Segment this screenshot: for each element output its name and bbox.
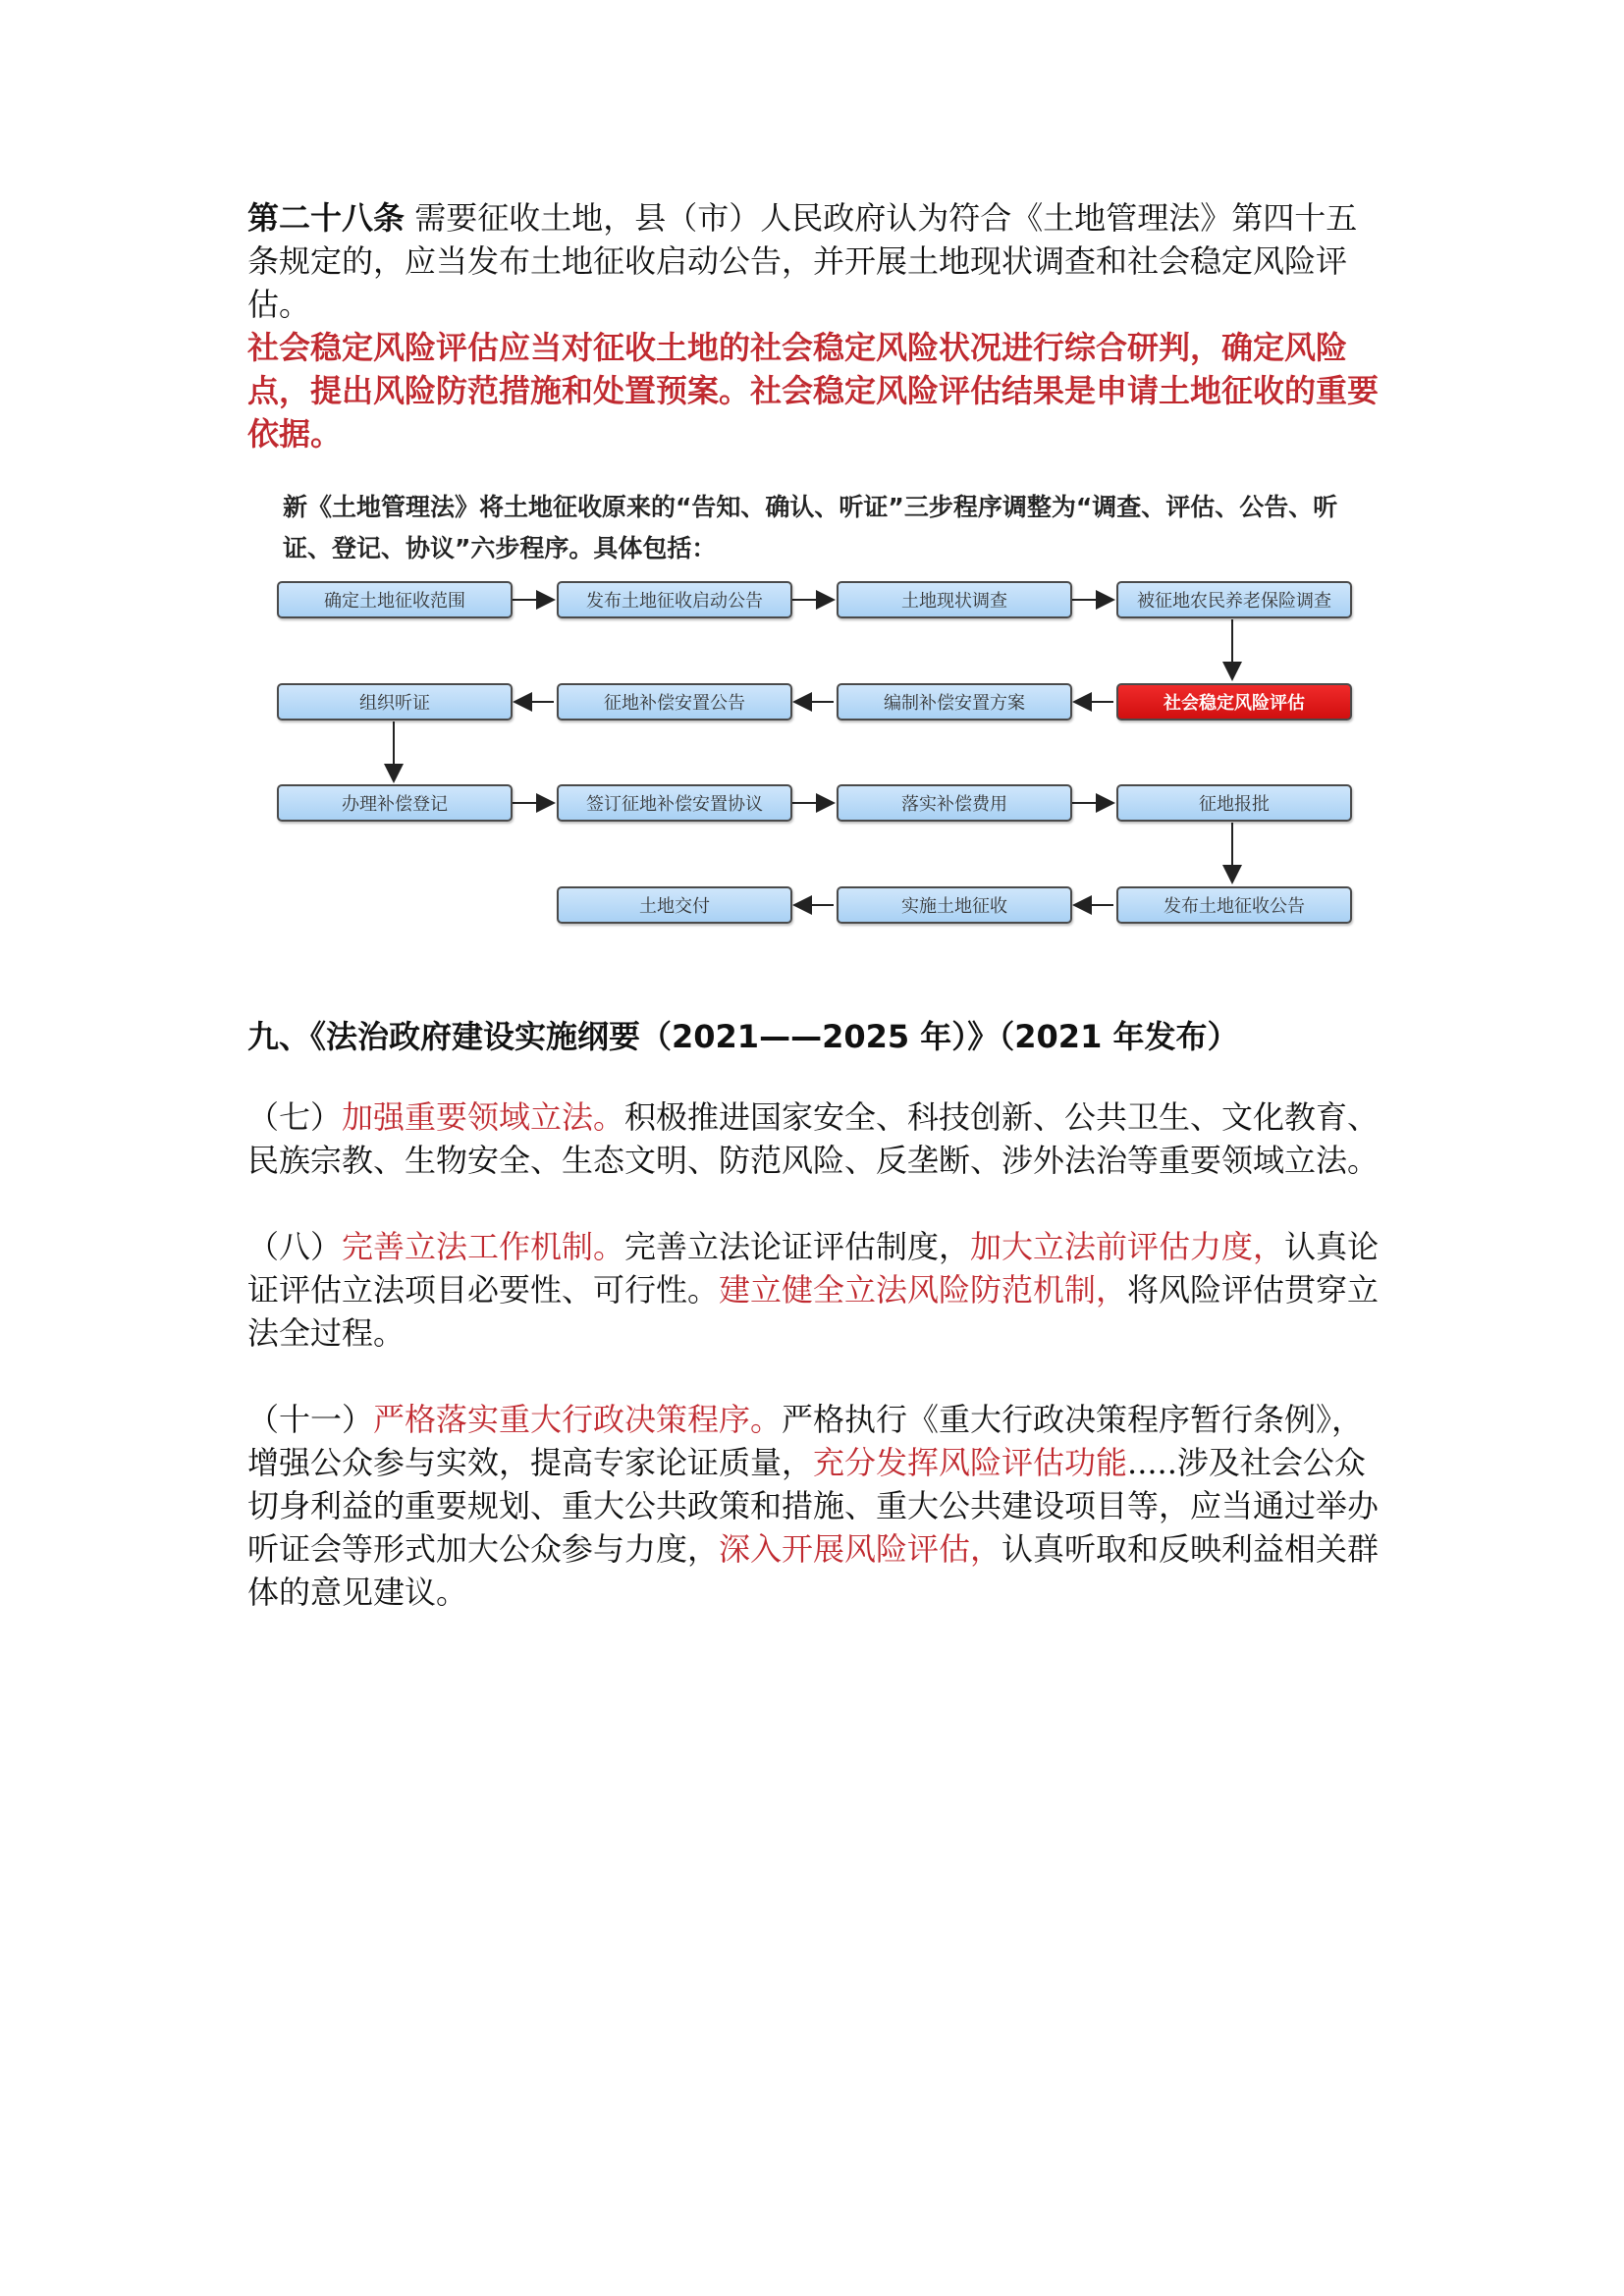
flow-step-10: 签订征地补偿安置协议 [557, 784, 792, 822]
flow-step-9: 办理补偿登记 [277, 784, 513, 822]
flow-step-12: 征地报批 [1116, 784, 1352, 822]
section-9-title: 九、《法治政府建设实施纲要（2021——2025 年）》（2021 年发布） [247, 1018, 1239, 1055]
paragraph-8 [247, 1225, 1386, 1355]
body-text: 完善立法论证评估制度， [624, 1228, 971, 1265]
flow-step-4: 被征地农民养老保险调查 [1116, 581, 1352, 618]
body-text: .....涉及社会公众切身利益的重要规划、重大公共政策和措施、重大公共建设项目等，应当通过举办听证会等形式加大公众参与力度， [247, 1444, 1380, 1568]
paragraph-7 [247, 1095, 1386, 1182]
flow-step-13: 发布土地征收公告 [1116, 886, 1352, 924]
flowchart-intro: 新《土地管理法》将土地征收原来的“告知、确认、听证”三步程序调整为“调查、评估、公告、听证、登记、协议”六步程序。具体包括： [283, 493, 1338, 562]
flow-step-3: 土地现状调查 [837, 581, 1072, 618]
emphasis-text: 完善立法工作机制。 [342, 1228, 625, 1265]
flow-step-1: 确定土地征收范围 [277, 581, 513, 618]
body-text: 严格执行《重大行政决策程序暂行条例》，增强公众参与实效，提高专家论证质量， [247, 1401, 1364, 1481]
flow-step-2: 发布土地征收启动公告 [557, 581, 792, 618]
flow-step-11: 落实补偿费用 [837, 784, 1072, 822]
emphasis-text: 加大立法前评估力度， [970, 1228, 1285, 1265]
flow-step-14: 实施土地征收 [837, 886, 1072, 924]
article-emphasis-paragraph: 社会稳定风险评估应当对征收土地的社会稳定风险状况进行综合研判，确定风险点，提出风险防范措施和处置预案。社会稳定风险评估结果是申请土地征收的重要依据。 [247, 329, 1380, 453]
article-28 [247, 196, 1386, 455]
flow-step-5-highlighted: 社会稳定风险评估 [1116, 683, 1352, 721]
emphasis-text: 深入开展风险评估， [719, 1530, 1002, 1568]
paragraph-number: （十一） [247, 1401, 374, 1438]
flow-step-7: 征地补偿安置公告 [557, 683, 792, 721]
emphasis-text: 严格落实重大行政决策程序。 [373, 1401, 783, 1438]
article-heading: 第二十八条 [247, 199, 406, 237]
paragraph-number: （七） [247, 1098, 343, 1136]
paragraph-number: （八） [247, 1228, 343, 1265]
paragraph-11 [247, 1398, 1386, 1614]
emphasis-text: 充分发挥风险评估功能 [813, 1444, 1128, 1481]
land-expropriation-flowchart [265, 487, 1384, 938]
body-text: 将风险评估贯穿立法全过程。 [247, 1271, 1380, 1352]
body-text: 积极推进国家安全、科技创新、公共卫生、文化教育、民族宗教、生物安全、生态文明、防范风险、反垄断、涉外法治等重要领域立法。 [247, 1098, 1380, 1179]
body-text: 认真听取和反映利益相关群体的意见建议。 [247, 1530, 1380, 1611]
flow-step-15: 土地交付 [557, 886, 792, 924]
flow-step-8: 组织听证 [277, 683, 513, 721]
emphasis-text: 建立健全立法风险防范机制， [719, 1271, 1128, 1308]
flow-step-6: 编制补偿安置方案 [837, 683, 1072, 721]
body-text: 认真论证评估立法项目必要性、可行性。 [247, 1228, 1380, 1308]
emphasis-text: 加强重要领域立法。 [342, 1098, 625, 1136]
article-body: 需要征收土地，县（市）人民政府认为符合《土地管理法》第四十五条规定的，应当发布土地征收启动公告，并开展土地现状调查和社会稳定风险评估。 [247, 199, 1358, 323]
